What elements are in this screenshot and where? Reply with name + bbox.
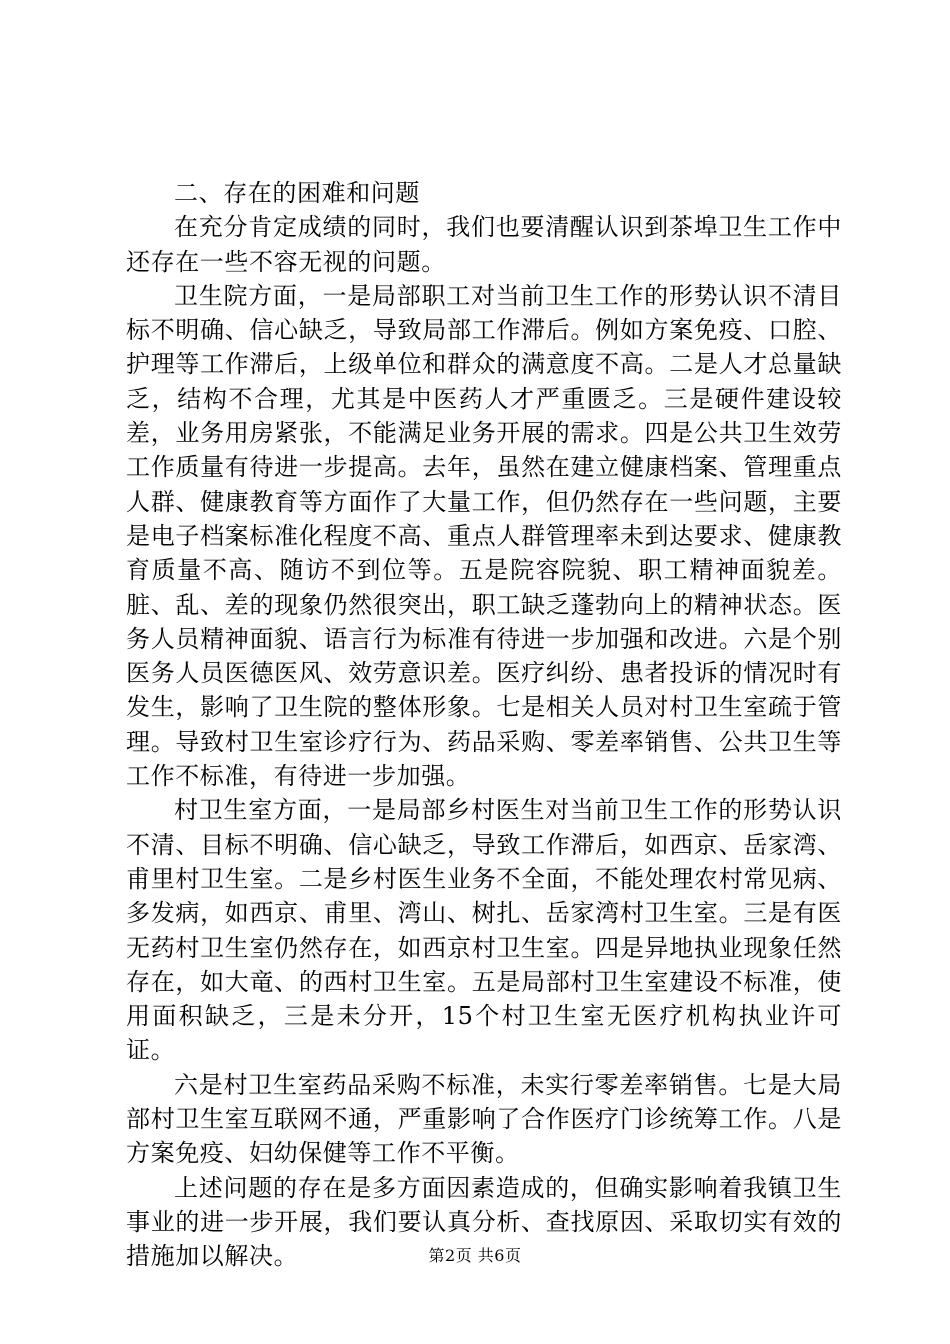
paragraph-health-center: 卫生院方面，一是局部职工对当前卫生工作的形势认识不清目标不明确、信心缺乏，导致局部工作滞后。例如方案免疫、口腔、护理等工作滞后，上级单位和群众的满意度不高。二是人才总量缺乏，结构不合理，尤其是中医药人才严重匮乏。三是硬件建设较差，业务用房紧张，不能满足业务开展的需求。四是公共卫生效劳工作质量有待进一步提高。去年，虽然在建立健康档案、管理重点人群、健康教育等方面作了大量工作，但仍然存在一些问题，主要是电子档案标准化程度不高、重点人群管理率未到达要求、健康教育质量不高、随访不到位等。五是院容院貌、职工精神面貌差。脏、乱、差的现象仍然很突出，职工缺乏蓬勃向上的精神状态。医务人员精神面貌、语言行为标准有待进一步加强和改进。六是个别医务人员医德医风、效劳意识差。医疗纠纷、患者投诉的情况时有发生，影响了卫生院的整体形象。七是相关人员对村卫生室疏于管理。导致村卫生室诊疗行为、药品采购、零差率销售、公共卫生等工作不标准，有待进一步加强。 <box>126 281 842 791</box>
document-body <box>126 176 842 1274</box>
page-footer: 第2页 共6页 <box>428 1246 522 1265</box>
paragraph-village-clinics-cont: 六是村卫生室药品采购不标准，未实行零差率销售。七是大局部村卫生室互联网不通，严重影响了合作医疗门诊统筹工作。八是方案免疫、妇幼保健等工作不平衡。 <box>126 1070 842 1168</box>
paragraph-village-clinics: 村卫生室方面，一是局部乡村医生对当前卫生工作的形势认识不清、目标不明确、信心缺乏，导致工作滞后，如西京、岳家湾、甫里村卫生室。二是乡村医生业务不全面，不能处理农村常见病、多发病，如西京、甫里、湾山、树扎、岳家湾村卫生室。三是有医无药村卫生室仍然存在，如西京村卫生室。四是异地执业现象任然存在，如大竜、的西村卫生室。五是局部村卫生室建设不标准，使用面积缺乏，三是未分开，15个村卫生室无医疗机构执业许可证。 <box>126 796 842 1065</box>
paragraph-conclusion: 上述问题的存在是多方面因素造成的，但确实影响着我镇卫生事业的进一步开展，我们要认真分析、查找原因、采取切实有效的措施加以解决。 <box>126 1173 842 1271</box>
paragraph-intro: 在充分肯定成绩的同时，我们也要清醒认识到茶埠卫生工作中还存在一些不容无视的问题。 <box>126 213 842 276</box>
section-heading: 二、存在的困难和问题 <box>174 179 420 207</box>
